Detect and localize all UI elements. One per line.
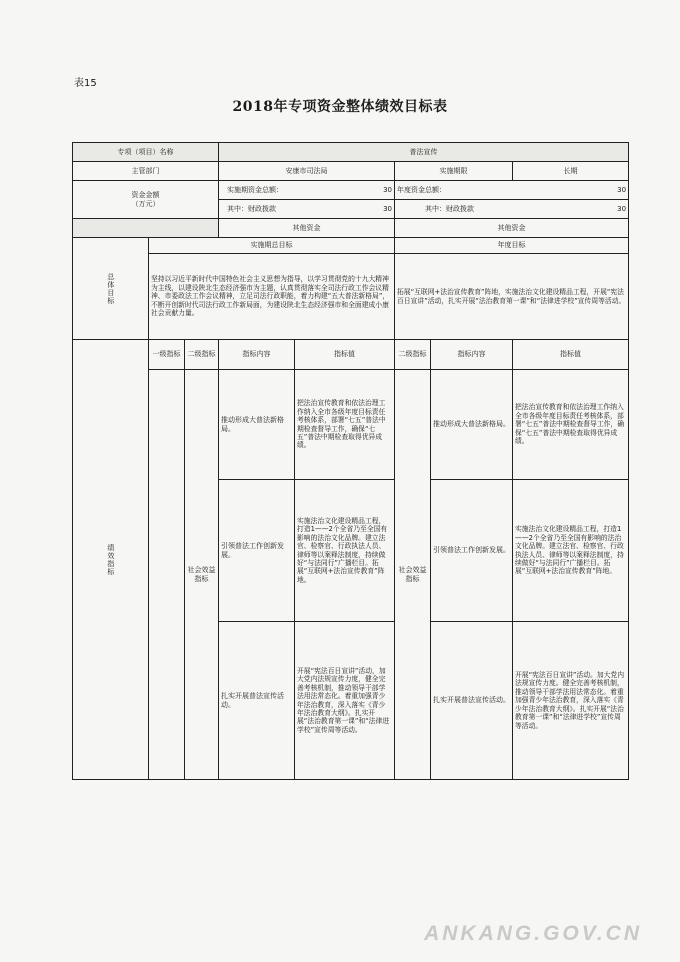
year-fiscal-value: 30 bbox=[617, 204, 627, 213]
col-lv2: 二级指标 bbox=[185, 340, 219, 370]
indicator-content: 扎实开展普法宣传活动。 bbox=[219, 622, 295, 780]
indicator-content-b: 扎实开展普法宣传活动。 bbox=[431, 622, 513, 780]
period-label: 实施期限 bbox=[395, 162, 513, 181]
funds-blank bbox=[73, 219, 219, 238]
indicator-content: 引领普法工作创新发展。 bbox=[219, 480, 295, 622]
funds-label: 资金金额 （万元） bbox=[73, 181, 219, 219]
indicator-value-b: 开展“宪法百日宣讲”活动。加大党内法规宣传力度。健全完善考核机制，推动领导干部学法用法常态化。着重加强青少年法治教育，深入落实《青少年法治教育大纲》。扎实开展“法治教育第一课”和“法律进学校”宣传周等活动。 bbox=[513, 622, 629, 780]
indicator-value-b: 实施法治文化建设精品工程，打造1——2个全省乃至全国有影响的法治文化品牌。建立法官、检察官、行政执法人员、律师等以案释法制度，持续做好“与法同行”广播栏目。拓展“互联网+法治宣传教育”阵地。 bbox=[513, 480, 629, 622]
year-fiscal-cell bbox=[395, 200, 629, 219]
indicator-content-b: 引领普法工作创新发展。 bbox=[431, 480, 513, 622]
other-funds-label: 其他资金 bbox=[219, 219, 395, 238]
col-lv1: 一级指标 bbox=[149, 340, 185, 370]
funds-total-value: 30 bbox=[383, 185, 393, 194]
period-goal-header: 实施期总目标 bbox=[149, 238, 395, 254]
year-total-cell bbox=[395, 181, 629, 200]
funds-total-text: 实施期资金总额： bbox=[227, 185, 284, 194]
table-number: 表15 bbox=[74, 78, 97, 89]
indicator-value: 把法治宣传教育和依法治理工作纳入全市各级年度目标责任考核体系，部署“七五”普法中期检查督导工作，确保“七五”普法中期检查取得优异成绩。 bbox=[295, 370, 395, 480]
site-watermark: ANKANG.GOV.CN bbox=[424, 922, 642, 945]
indicator-content: 推动形成大普法新格局。 bbox=[219, 370, 295, 480]
performance-target-table bbox=[72, 142, 629, 780]
col-content-b: 指标内容 bbox=[431, 340, 513, 370]
fiscal-label: 其中：财政拨款 bbox=[227, 204, 277, 213]
col-content: 指标内容 bbox=[219, 340, 295, 370]
period-goal-text: 坚持以习近平新时代中国特色社会主义思想为指导，以学习贯彻党的十九大精神为主线，以建设陕北生态经济强市为主题，认真贯彻落实全司法行政工作会议精神、市委政法工作会议精神，立足司法行政职能，着力构建“五大普法新格局”，不断开创新时代司法行政工作新局面，为建设陕北生态经济强市和全面建成小康社会贡献力量。 bbox=[149, 254, 395, 340]
perf-label: 绩效指标 bbox=[106, 543, 115, 576]
project-name-label: 专项（项目）名称 bbox=[73, 143, 219, 162]
fiscal-cell bbox=[219, 200, 395, 219]
year-total-label: 年度资金总额： bbox=[397, 185, 447, 194]
year-fiscal-label: 其中：财政拨款 bbox=[425, 204, 475, 213]
lv2-social: 社会效益指标 bbox=[185, 370, 219, 780]
year-goal-text: 拓展“互联网+法治宣传教育”阵地，实施法治文化建设精品工程，开展“宪法百日宣讲”活动，扎实开展“法治教育第一课”和“法律进学校”宣传周等活动。 bbox=[395, 254, 629, 340]
indicator-content-b: 推动形成大普法新格局。 bbox=[431, 370, 513, 480]
perf-label-cell bbox=[73, 340, 149, 780]
indicator-value-b: 把法治宣传教育和依法治理工作纳入全市各级年度目标责任考核体系，部署“七五”普法中期检查督导工作，确保“七五”普法中期检查取得优异成绩。 bbox=[513, 370, 629, 480]
dept-label: 主管部门 bbox=[73, 162, 219, 181]
col-value: 指标值 bbox=[295, 340, 395, 370]
year-other-funds-label: 其他资金 bbox=[395, 219, 629, 238]
overall-goal-label: 总体目标 bbox=[106, 272, 115, 305]
document-title: 2018年专项资金整体绩效目标表 bbox=[232, 99, 448, 115]
period-value: 长期 bbox=[513, 162, 629, 181]
lv2-social-b: 社会效益指标 bbox=[395, 370, 431, 780]
indicator-value: 开展“宪法百日宣讲”活动，加大党内法规宣传力度，健全完善考核机制，推动领导干部学法用法常态化。着重加强青少年法治教育，深入落实《青少年法治教育大纲》。扎实开展“法治教育第一课”和“法律进学校”宣传周等活动。 bbox=[295, 622, 395, 780]
funds-total-label bbox=[219, 181, 395, 200]
indicator-value: 实施法治文化建设精品工程，打造1——2个全省乃至全国有影响的法治文化品牌。建立法官、检察官、行政执法人员、律师等以案释法制度，持续做好“与法同行”广播栏目。拓展“互联网+法治宣传教育”阵地。 bbox=[295, 480, 395, 622]
year-goal-header: 年度目标 bbox=[395, 238, 629, 254]
col-lv2-b: 二级指标 bbox=[395, 340, 431, 370]
dept-value: 安康市司法局 bbox=[219, 162, 395, 181]
lv1-blank bbox=[149, 370, 185, 780]
year-total-value: 30 bbox=[617, 185, 627, 194]
col-value-b: 指标值 bbox=[513, 340, 629, 370]
project-name-value: 普法宣传 bbox=[219, 143, 629, 162]
overall-goal-label-cell bbox=[73, 238, 149, 340]
fiscal-value: 30 bbox=[383, 204, 393, 213]
